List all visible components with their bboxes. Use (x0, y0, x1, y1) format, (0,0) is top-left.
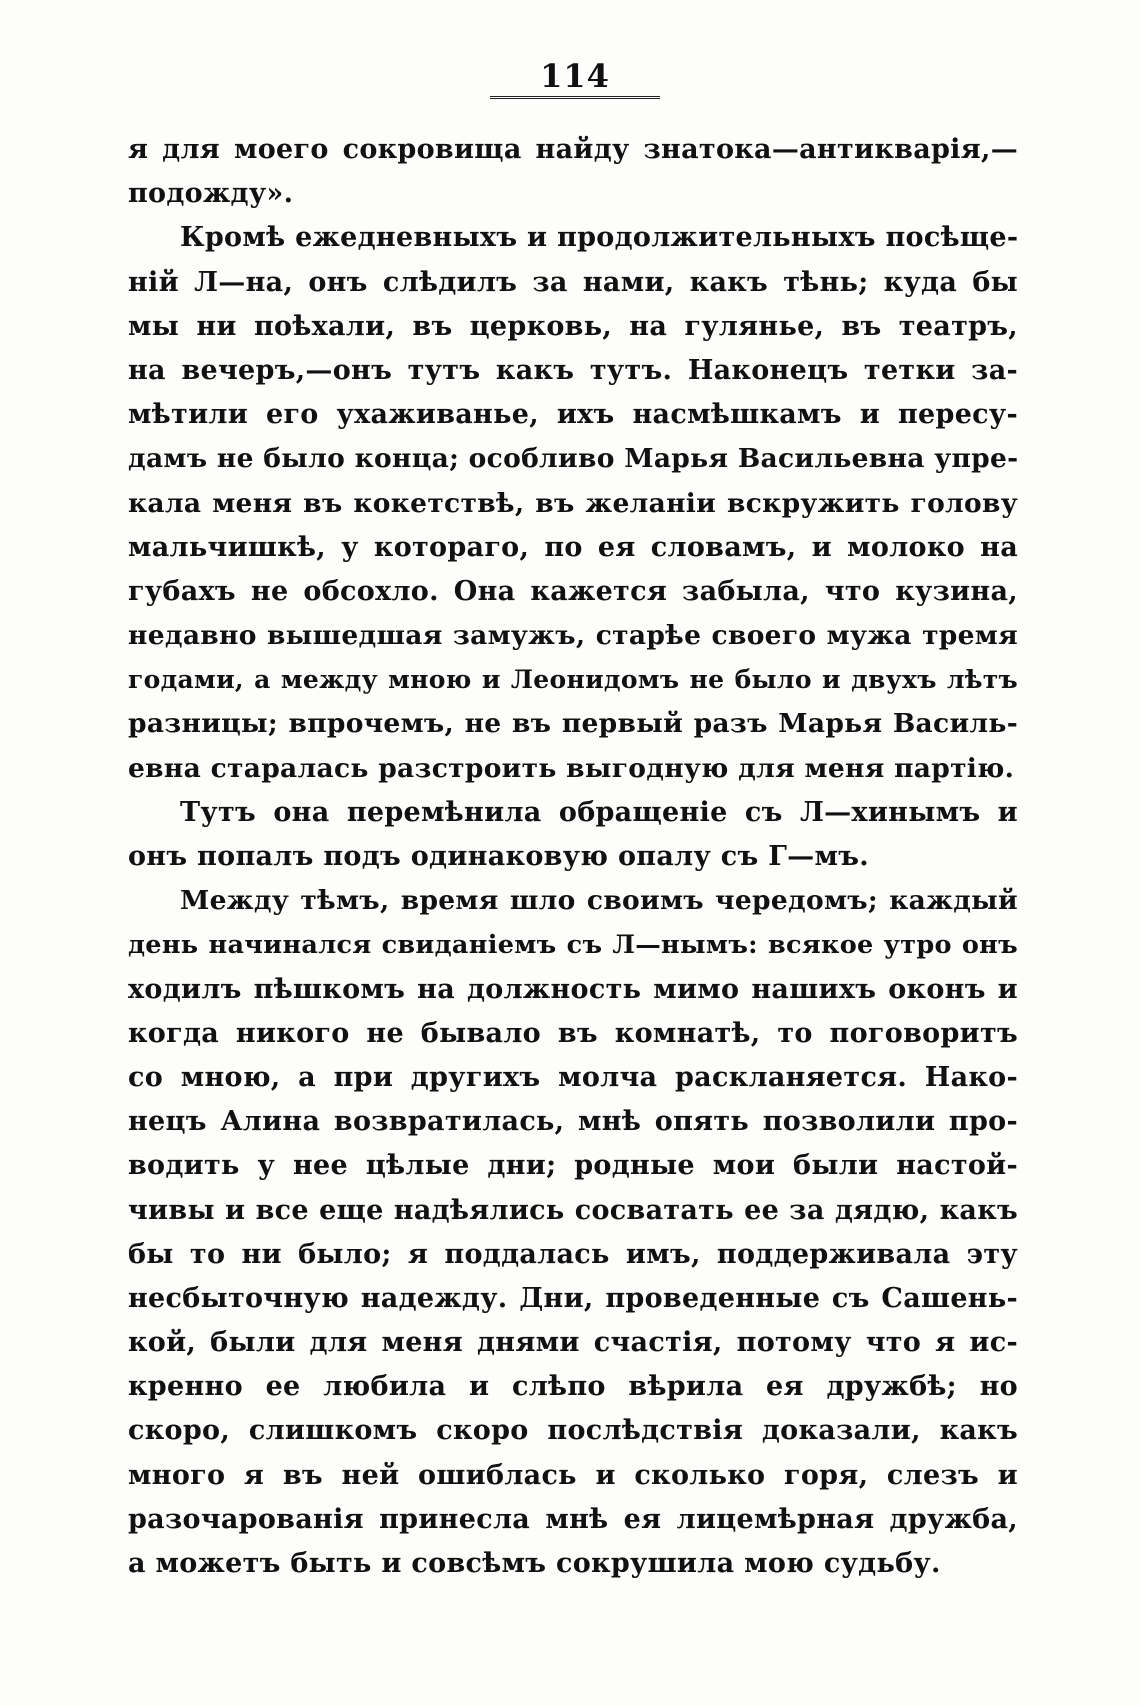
text-line: я для моего сокровища найду знатока—антикварія,— (128, 134, 1018, 165)
text-line: бы то ни было; я поддалась имъ, поддерживала эту (128, 1238, 1018, 1270)
text-line: Между тѣмъ, время шло своимъ чередомъ; каждый (180, 885, 1018, 917)
text-line: когда никого не бывало въ комнатѣ, то поговоритъ (128, 1017, 1018, 1049)
text-line: мальчишкѣ, у котораго, по ея словамъ, и молоко на (128, 531, 1018, 563)
text-line: губахъ не обсохло. Она кажется забыла, что кузина, (128, 575, 1018, 607)
text-line: кренно ее любила и слѣпо вѣрила ея дружбѣ; но (128, 1371, 1018, 1403)
text-line: подожду». (128, 178, 294, 210)
text-line: кой, были для меня днями счастія, потому что я ис- (128, 1327, 1018, 1359)
text-line: много я въ ней ошиблась и сколько горя, слезъ и (128, 1459, 1018, 1491)
page-header (0, 58, 1140, 99)
text-line: на вечеръ,—онъ тутъ какъ тутъ. Наконецъ тетки за- (128, 354, 1018, 386)
text-line: нецъ Алина возвратилась, мнѣ опять позволили про- (128, 1106, 1018, 1138)
text-line: водить у нее цѣлые дни; родные мои были настой- (128, 1150, 1018, 1182)
text-line: евна старалась разстроить выгодную для меня партію. (128, 752, 1015, 784)
page-number: 114 (490, 58, 660, 99)
text-line: онъ попалъ подъ одинаковую опалу съ Г—мъ. (128, 841, 869, 872)
body-text (128, 128, 1018, 1586)
text-line: со мною, а при другихъ молча раскланяется. Нако- (128, 1061, 1018, 1093)
text-line: день начинался свиданіемъ съ Л—нымъ: всякое утро онъ (128, 930, 1018, 961)
text-line: кала меня въ кокетствѣ, въ желаніи вскружить голову (128, 487, 1018, 519)
text-line: разочарованія принесла мнѣ ея лицемѣрная дружба, (128, 1503, 1018, 1535)
text-line: мѣтили его ухаживанье, ихъ насмѣшкамъ и пересу- (128, 399, 1018, 431)
text-line: скоро, слишкомъ скоро послѣдствія доказали, какъ (128, 1415, 1018, 1447)
text-line: Тутъ она перемѣнила обращеніе съ Л—хинымъ и (180, 796, 1018, 828)
text-line: ходилъ пѣшкомъ на должность мимо нашихъ оконъ и (128, 973, 1018, 1005)
text-line: Кромѣ ежедневныхъ и продолжительныхъ посѣще- (180, 222, 1019, 254)
text-line: ній Л—на, онъ слѣдилъ за нами, какъ тѣнь; куда бы (128, 266, 1018, 298)
text-line: дамъ не было конца; особливо Марья Васильевна упре- (128, 443, 1019, 475)
text-line: мы ни поѣхали, въ церковь, на гулянье, въ театръ, (128, 310, 1018, 342)
text-line: годами, а между мною и Леонидомъ не было и двухъ лѣтъ (128, 665, 1018, 695)
text-line: несбыточную надежду. Дни, проведенные съ Сашень- (128, 1282, 1018, 1314)
text-line: а можетъ быть и совсѣмъ сокрушила мою судьбу. (128, 1548, 941, 1579)
text-line: чивы и все еще надѣялись сосватать ее за дядю, какъ (128, 1194, 1018, 1226)
text-line: недавно вышедшая замужъ, старѣе своего мужа тремя (128, 620, 1018, 652)
text-line: разницы; впрочемъ, не въ первый разъ Марья Василь- (128, 708, 1018, 740)
